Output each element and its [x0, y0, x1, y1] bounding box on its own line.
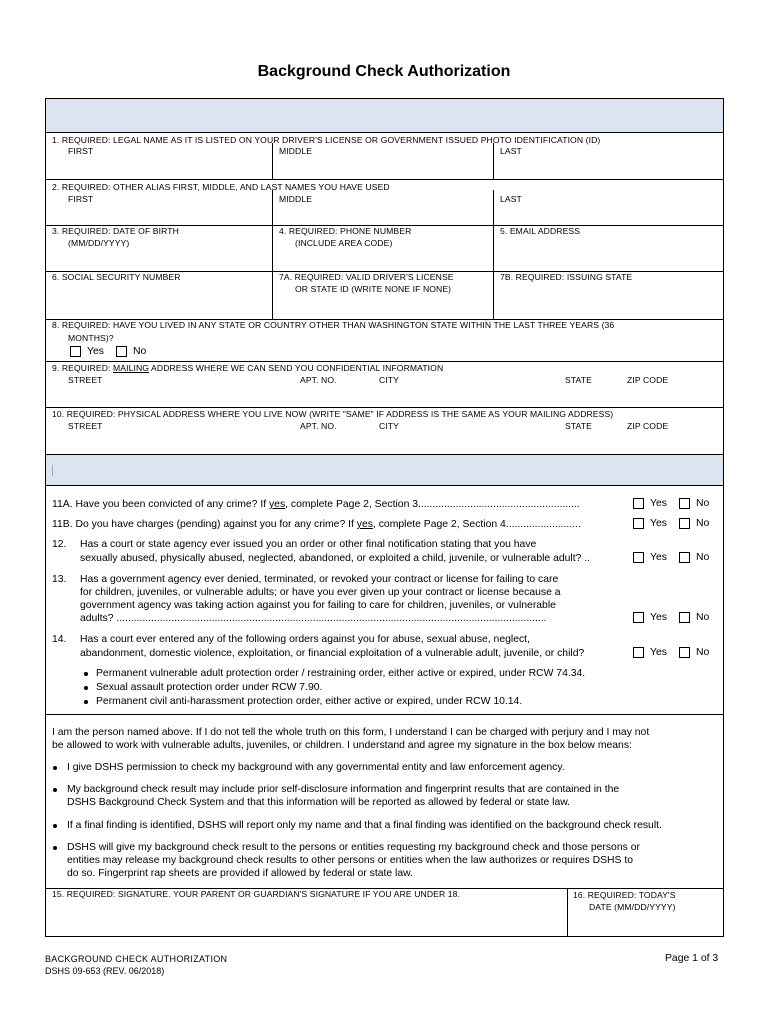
text-cursor: [52, 465, 53, 476]
city-label: CITY: [379, 375, 399, 385]
yes-label: Yes: [87, 346, 104, 357]
question-13-line2: for children, juveniles, or vulnerable adults; or have you ever given up your contract or license because a: [80, 587, 561, 598]
license-label: 7A. REQUIRED: VALID DRIVER'S LICENSE: [279, 272, 454, 282]
street-label: STREET: [68, 375, 103, 385]
q13-no-checkbox[interactable]: [679, 612, 690, 623]
residency-question-row: [46, 320, 723, 362]
legal-name-label: 1. REQUIRED: LEGAL NAME AS IT IS LISTED ON YOUR DRIVER'S LICENSE OR GOVERNMENT ISSUED PHOTO IDENTIFICATION (ID): [52, 135, 601, 145]
zip-label: ZIP CODE: [627, 375, 669, 385]
physical-address-label: 10. REQUIRED: PHYSICAL ADDRESS WHERE YOU LIVE NOW (WRITE "SAME" IF ADDRESS IS THE SAME AS YOUR MAILING ADDRESS): [52, 409, 614, 419]
question-11a: 11A. Have you been convicted of any crime? If yes, complete Page 2, Section 3........................................................: [52, 499, 580, 510]
alias-last-name-field[interactable]: [493, 190, 723, 226]
legal-first-name-field[interactable]: [46, 133, 272, 179]
ssn-label: 6. SOCIAL SECURITY NUMBER: [52, 272, 181, 282]
residency-yes-checkbox[interactable]: [70, 346, 81, 357]
section-header-band-personal: [46, 99, 723, 133]
bullet-icon: [53, 788, 57, 792]
date-of-birth-field[interactable]: [46, 226, 272, 271]
residency-label: 8. REQUIRED: HAVE YOU LIVED IN ANY STATE OR COUNTRY OTHER THAN WASHINGTON STATE WITHIN THE LAST THREE YEARS (36: [52, 320, 615, 330]
q12-yes-checkbox[interactable]: [633, 552, 644, 563]
bullet-icon: [53, 846, 57, 850]
last-label: LAST: [500, 194, 522, 204]
q11b-no-checkbox[interactable]: [679, 518, 690, 529]
question-13-line4: adults? .....................................................................................................................................................: [80, 613, 547, 624]
yes-label: Yes: [650, 518, 667, 529]
todays-date-field[interactable]: [567, 889, 723, 936]
issuing-state-label: 7B. REQUIRED: ISSUING STATE: [500, 272, 633, 282]
phone-hint-label: (INCLUDE AREA CODE): [295, 238, 393, 248]
attestation-bullet-4-line3: do so. Fingerprint rap sheets are provided if allowed by federal or state law.: [67, 868, 413, 879]
page-title: Background Check Authorization: [257, 63, 511, 80]
ssn-license-row: [46, 272, 723, 320]
attestation-bullet-4-line1: DSHS will give my background check result to the persons or entities requesting my background check and those persons or: [67, 842, 640, 853]
no-label: No: [695, 647, 710, 658]
attestation-bullet-2-line1: My background check result may include prior self-disclosure information and fingerprint results that are contained in the: [67, 784, 620, 795]
issuing-state-field[interactable]: [493, 272, 723, 319]
question-11b: 11B. Do you have charges (pending) against you for any crime? If yes, complete Page 2, Section 4..........................: [52, 519, 581, 530]
last-label: LAST: [500, 146, 522, 156]
no-label: No: [695, 552, 710, 563]
mailing-address-label: 9. REQUIRED: MAILING ADDRESS WHERE WE CAN SEND YOU CONFIDENTIAL INFORMATION: [52, 363, 444, 373]
q13-yes-checkbox[interactable]: [633, 612, 644, 623]
yes-label: Yes: [650, 552, 667, 563]
question-14-line2: abandonment, domestic violence, exploitation, or financial exploitation of a vulnerable adult, juvenile, or child?: [80, 648, 585, 659]
legal-last-name-field[interactable]: [493, 143, 723, 180]
middle-label: MIDDLE: [279, 146, 313, 156]
first-label: FIRST: [68, 194, 94, 204]
q14-order-1: Permanent vulnerable adult protection order / restraining order, either active or expired, under RCW 74.34.: [96, 668, 586, 679]
date-label: 16. REQUIRED: TODAY'S: [573, 890, 676, 900]
legal-middle-name-field[interactable]: [272, 143, 493, 180]
first-label: FIRST: [68, 146, 94, 156]
dob-label: 3. REQUIRED: DATE OF BIRTH: [52, 226, 179, 236]
ssn-field[interactable]: [46, 272, 272, 319]
signature-field[interactable]: [46, 889, 567, 936]
questions-block: [46, 486, 723, 715]
bullet-icon: [84, 672, 88, 676]
dob-format-label: (MM/DD/YYYY): [68, 238, 130, 248]
street-label: STREET: [68, 421, 103, 431]
license-hint-label: OR STATE ID (WRITE NONE IF NONE): [295, 284, 452, 294]
authorization-form: [45, 98, 724, 937]
attestation-bullet-2-line2: DSHS Background Check System and that this information will be reported as allowed by federal or state law.: [67, 797, 571, 808]
bullet-icon: [84, 700, 88, 704]
no-label: No: [695, 612, 710, 623]
question-13-line3: government agency was taking action against you for failing to care for children, juveniles, or vulnerable: [80, 600, 556, 611]
email-label: 5. EMAIL ADDRESS: [500, 226, 581, 236]
q12-no-checkbox[interactable]: [679, 552, 690, 563]
q11a-no-checkbox[interactable]: [679, 498, 690, 509]
alias-middle-name-field[interactable]: [272, 190, 493, 226]
bullet-icon: [53, 766, 57, 770]
city-label: CITY: [379, 421, 399, 431]
state-label: STATE: [565, 421, 592, 431]
signature-label: 15. REQUIRED: SIGNATURE. YOUR PARENT OR GUARDIAN'S SIGNATURE IF YOU ARE UNDER 18.: [52, 889, 460, 899]
middle-label: MIDDLE: [279, 194, 313, 204]
question-14-number: 14.: [52, 634, 67, 645]
question-12-line1: Has a court or state agency ever issued you an order or other final notification stating that you have: [80, 539, 537, 550]
residency-label-cont: MONTHS)?: [68, 333, 114, 343]
footer-form-name: BACKGROUND CHECK AUTHORIZATION: [45, 954, 228, 964]
attestation-bullet-1: I give DSHS permission to check my background with any governmental entity and law enforcement agency.: [67, 762, 565, 773]
dob-phone-email-row: [46, 226, 723, 272]
phone-number-field[interactable]: [272, 226, 493, 271]
q14-no-checkbox[interactable]: [679, 647, 690, 658]
q11b-yes-checkbox[interactable]: [633, 518, 644, 529]
q14-order-2: Sexual assault protection order under RCW 7.90.: [96, 682, 323, 693]
physical-address-field[interactable]: [46, 408, 723, 454]
q11a-yes-checkbox[interactable]: [633, 498, 644, 509]
bullet-icon: [53, 824, 57, 828]
date-format-label: DATE (MM/DD/YYYY): [589, 902, 676, 912]
alias-name-label: 2. REQUIRED: OTHER ALIAS FIRST, MIDDLE, AND LAST NAMES YOU HAVE USED: [52, 182, 390, 192]
legal-name-row: [46, 133, 723, 180]
attestation-bullet-3: If a final finding is identified, DSHS will report only my name and that a final finding was identified on the background check result.: [67, 820, 662, 831]
no-label: No: [132, 346, 147, 357]
zip-label: ZIP CODE: [627, 421, 669, 431]
attestation-block: [46, 715, 723, 889]
signature-row: [46, 889, 723, 936]
yes-label: Yes: [650, 612, 667, 623]
residency-no-checkbox[interactable]: [116, 346, 127, 357]
attestation-para-line2: be allowed to work with vulnerable adults, juveniles, or children. I understand and agree my signature in the box below means:: [52, 740, 632, 751]
question-12-line2: sexually abused, physically abused, neglected, abandoned, or exploited a child, juvenile, or vulnerable adult? ..: [80, 553, 591, 564]
apt-label: APT. NO.: [300, 421, 337, 431]
alias-name-row: [46, 180, 723, 226]
question-12-number: 12.: [52, 539, 67, 550]
attestation-bullet-4-line2: entities may release my background check results to other persons or entities when the law authorizes or requires DSHS to: [67, 855, 633, 866]
yes-label: Yes: [650, 647, 667, 658]
drivers-license-field[interactable]: [272, 272, 493, 319]
phone-label: 4. REQUIRED: PHONE NUMBER: [279, 226, 412, 236]
q14-yes-checkbox[interactable]: [633, 647, 644, 658]
question-14-line1: Has a court ever entered any of the following orders against you for abuse, sexual abuse, neglect,: [80, 634, 530, 645]
yes-label: Yes: [650, 498, 667, 509]
apt-label: APT. NO.: [300, 375, 337, 385]
question-13-number: 13.: [52, 574, 67, 585]
email-address-field[interactable]: [493, 226, 723, 271]
page-number: Page 1 of 3: [665, 953, 719, 964]
state-label: STATE: [565, 375, 592, 385]
no-label: No: [695, 518, 710, 529]
question-13-line1: Has a government agency ever denied, terminated, or revoked your contract or license for failing to care: [80, 574, 559, 585]
no-label: No: [695, 498, 710, 509]
mailing-address-field[interactable]: [46, 362, 723, 408]
q14-order-3: Permanent civil anti-harassment protection order, either active or expired, under RCW 10.14.: [96, 696, 523, 707]
attestation-para-line1: I am the person named above. If I do not tell the whole truth on this form, I understand I can be charged with perjury and I may not: [52, 727, 650, 738]
bullet-icon: [84, 686, 88, 690]
alias-first-name-field[interactable]: [46, 180, 272, 225]
footer-form-number: DSHS 09-653 (REV. 06/2018): [45, 966, 165, 976]
section-header-band-questions: [46, 454, 723, 486]
